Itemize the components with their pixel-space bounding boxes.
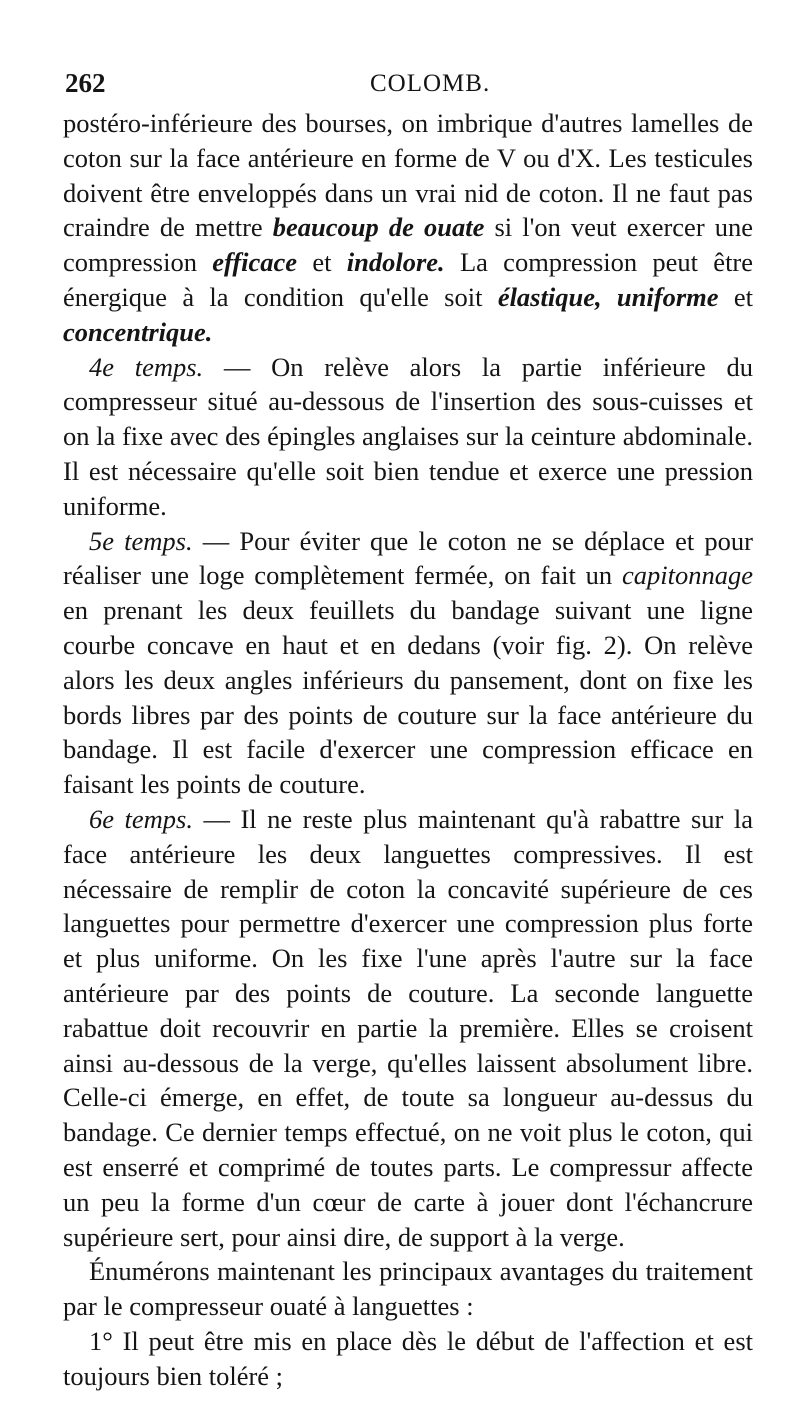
emphasis: élastique, uniforme bbox=[497, 281, 719, 312]
paragraph-step-6 bbox=[63, 802, 753, 1254]
emphasis: beaucoup de ouate bbox=[272, 212, 485, 243]
step-label: 5e temps. bbox=[89, 525, 193, 556]
emphasis: capitonnage bbox=[622, 560, 753, 591]
running-title: COLOMB. bbox=[370, 70, 491, 97]
text-run: et bbox=[718, 281, 754, 312]
emphasis: indolore. bbox=[346, 247, 445, 278]
step-label: 6e temps. bbox=[89, 803, 193, 834]
paragraph-advantages-intro: Énumérons maintenant les principaux avantages du traitement par le compresseur ouaté à languettes : bbox=[63, 1256, 753, 1322]
running-head bbox=[65, 68, 750, 108]
body-text bbox=[63, 106, 753, 1393]
paragraph-step-5 bbox=[63, 524, 753, 802]
emphasis: concentrique. bbox=[63, 316, 213, 347]
text-run: — On relève alors la partie inférieure du compresseur situé au-dessous de l'insertion des sous-cuisses et on la fixe avec des épingles anglaises sur la ceinture abdominale. Il est nécessaire qu'elle soit bien tendue et exerce une pression uniforme. bbox=[63, 351, 753, 521]
text-run: si l'on veut exercer une compression bbox=[63, 212, 754, 278]
text-run: — Il ne reste plus maintenant qu'à rabattre sur la face antérieure les deux languettes compressives. Il est nécessaire de remplir de coton la concavité supérieure de ces languettes pour permettre d'exercer une compression plus forte et plus uniforme. On les fixe l'une après l'autre sur la face antérieure par des points de couture. La seconde languette rabattue doit recouvrir en partie la première. Elles se croisent ainsi au-dessous de la verge, qu'elles laissent absolument libre. Celle-ci émerge, en effet, de toute sa longueur au-dessus du bandage. Ce dernier temps effectué, on ne voit plus le coton, qui est enserré et comprimé de toutes parts. Le compressur affecte un peu la forme d'un cœur de carte à jouer dont l'échancrure supérieure sert, pour ainsi dire, de support à la verge. bbox=[63, 803, 754, 1252]
text-run: en prenant les deux feuillets du bandage suivant une ligne courbe concave en haut et en dedans (voir fig. 2). On relève alors les deux angles inférieurs du pansement, dont on fixe les bords libres par des points de couture sur la face antérieure du bandage. Il est facile d'exercer une compression efficace en faisant les points de couture. bbox=[63, 595, 753, 800]
text-run: La compression peut être énergique à la condition qu'elle soit bbox=[63, 247, 754, 312]
emphasis: efficace bbox=[212, 247, 298, 278]
page-number: 262 bbox=[65, 68, 106, 98]
text-run: et bbox=[297, 247, 347, 278]
paragraph-step-4 bbox=[63, 350, 753, 524]
paragraph-advantage-1: 1° Il peut être mis en place dès le début de l'affection et est toujours bien toléré ; bbox=[63, 1325, 753, 1391]
text-run: postéro-inférieure des bourses, on imbrique d'autres lamelles de coton sur la face antérieure en forme de V ou d'X. Les testicules doivent être enveloppés dans un vrai nid de coton. Il ne faut pas craindre de mettre bbox=[63, 108, 753, 243]
step-label: 4e temps. bbox=[89, 351, 204, 382]
text-run: — Pour éviter que le coton ne se déplace et pour réaliser une loge complètement fermée, on fait un bbox=[63, 525, 753, 591]
paragraph-compression bbox=[63, 106, 753, 350]
